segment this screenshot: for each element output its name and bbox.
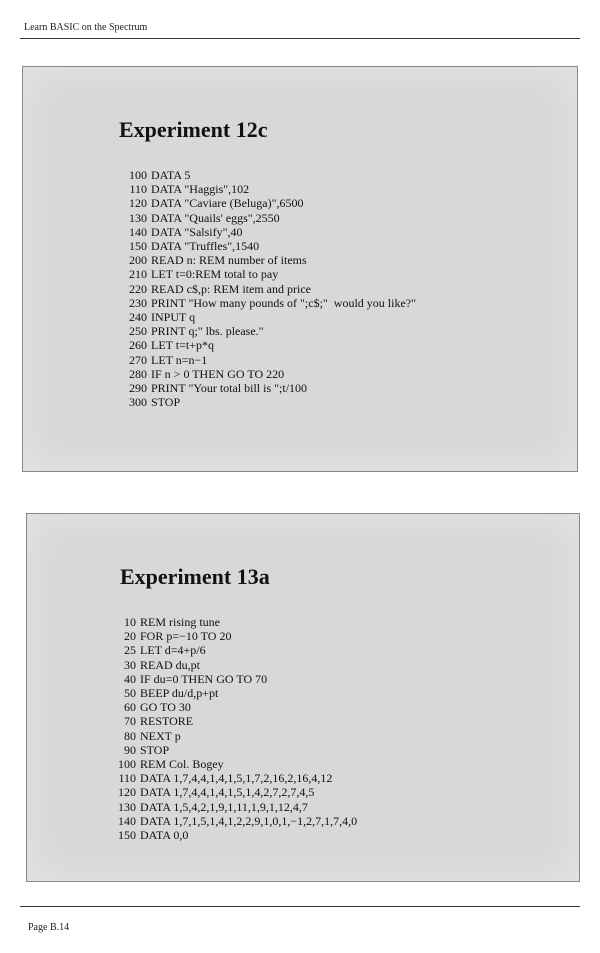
line-number: 250 (129, 324, 147, 339)
line-number: 150 (118, 828, 136, 843)
line-number: 60 (124, 700, 136, 715)
line-number: 300 (129, 395, 147, 410)
line-number: 50 (124, 686, 136, 701)
line-code: DATA "Quails' eggs",2550 (151, 210, 280, 225)
line-number: 90 (124, 742, 136, 757)
line-number: 220 (129, 281, 147, 296)
line-number: 30 (124, 657, 136, 672)
line-code: DATA "Truffles",1540 (151, 239, 260, 254)
line-number: 80 (124, 728, 136, 743)
line-code: DATA 1,7,4,4,1,4,1,5,1,4,2,7,2,7,4,5 (140, 785, 315, 800)
line-code: PRINT q;" lbs. please." (151, 324, 264, 339)
code-line (119, 239, 416, 253)
line-number: 260 (129, 338, 147, 353)
code-line (108, 643, 357, 657)
line-number: 200 (129, 253, 147, 268)
line-code: LET t=0:REM total to pay (151, 267, 279, 282)
code-line (108, 629, 357, 643)
line-code: IF du=0 THEN GO TO 70 (140, 671, 268, 686)
line-number: 130 (118, 799, 136, 814)
line-code: STOP (151, 395, 181, 410)
code-line (119, 353, 416, 367)
line-code: DATA "Haggis",102 (151, 182, 250, 197)
line-number: 230 (129, 295, 147, 310)
line-number: 120 (118, 785, 136, 800)
line-code: READ c$,p: REM item and price (151, 281, 311, 296)
code-line (119, 267, 416, 281)
line-number: 70 (124, 714, 136, 729)
line-code: DATA 0,0 (140, 828, 189, 843)
experiment-title: Experiment 13a (120, 564, 270, 589)
line-code: NEXT p (140, 728, 181, 743)
code-line (119, 225, 416, 239)
code-line (119, 367, 416, 381)
line-number: 110 (118, 771, 136, 786)
line-number: 140 (129, 224, 147, 239)
code-line (119, 182, 416, 196)
code-line (119, 395, 416, 409)
line-code: DATA 1,5,4,2,1,9,1,11,1,9,1,12,4,7 (140, 799, 308, 814)
experiment-panel (26, 513, 580, 882)
code-line (108, 743, 357, 757)
line-number: 270 (129, 352, 147, 367)
line-number: 100 (118, 757, 136, 772)
code-line (119, 310, 416, 324)
line-code: LET t=t+p*q (151, 338, 214, 353)
line-number: 140 (118, 813, 136, 828)
code-line (108, 785, 357, 799)
line-code: DATA "Caviare (Beluga)",6500 (151, 196, 304, 211)
code-line (108, 615, 357, 629)
line-code: GO TO 30 (140, 700, 191, 715)
line-number: 130 (129, 210, 147, 225)
line-number: 110 (129, 182, 147, 197)
line-code: DATA 1,7,4,4,1,4,1,5,1,7,2,16,2,16,4,12 (140, 771, 333, 786)
code-line (108, 814, 357, 828)
line-number: 120 (129, 196, 147, 211)
line-code: PRINT "How many pounds of ";c$;" would you like?" (151, 295, 417, 310)
line-code: REM Col. Bogey (140, 757, 224, 772)
line-number: 280 (129, 366, 147, 381)
code-line (119, 211, 416, 225)
footer-rule (20, 906, 580, 907)
line-code: LET d=4+p/6 (140, 643, 206, 658)
line-code: DATA "Salsify",40 (151, 224, 243, 239)
line-code: LET n=n−1 (151, 352, 208, 367)
line-code: IF n > 0 THEN GO TO 220 (151, 366, 285, 381)
line-number: 20 (124, 629, 136, 644)
page-number: Page B.14 (28, 922, 70, 933)
line-number: 290 (129, 381, 147, 396)
code-line (119, 324, 416, 338)
line-number: 150 (129, 239, 147, 254)
code-line (108, 828, 357, 842)
line-code: READ n: REM number of items (151, 253, 307, 268)
code-line (119, 253, 416, 267)
line-number: 240 (129, 310, 147, 325)
code-line (108, 700, 357, 714)
line-code: FOR p=−10 TO 20 (140, 629, 232, 644)
line-code: STOP (140, 742, 170, 757)
code-line (108, 800, 357, 814)
code-listing (108, 615, 357, 842)
line-code: DATA 1,7,1,5,1,4,1,2,2,9,1,0,1,−1,2,7,1,7,4,0 (140, 813, 358, 828)
line-code: INPUT q (151, 310, 196, 325)
line-code: RESTORE (140, 714, 194, 729)
code-line (108, 757, 357, 771)
line-code: REM rising tune (140, 615, 220, 629)
experiment-panel (22, 66, 578, 472)
code-line (108, 672, 357, 686)
code-line (119, 168, 416, 182)
code-line (119, 296, 416, 310)
line-number: 40 (124, 671, 136, 686)
code-listing (119, 168, 416, 409)
code-line (108, 729, 357, 743)
line-code: BEEP du/d,p+pt (140, 686, 219, 701)
code-line (119, 338, 416, 352)
line-code: PRINT "Your total bill is ";t/100 (151, 381, 308, 396)
header-rule (20, 38, 580, 39)
code-line (119, 381, 416, 395)
code-line (108, 714, 357, 728)
experiment-title: Experiment 12c (119, 117, 268, 142)
code-line (119, 282, 416, 296)
line-number: 100 (129, 168, 147, 182)
line-number: 10 (124, 615, 136, 629)
line-number: 210 (129, 267, 147, 282)
code-line (119, 196, 416, 210)
code-line (108, 658, 357, 672)
code-line (108, 686, 357, 700)
line-number: 25 (124, 643, 136, 658)
line-code: DATA 5 (151, 168, 191, 182)
page-header: Learn BASIC on the Spectrum (24, 22, 148, 33)
line-code: READ du,pt (140, 657, 200, 672)
code-line (108, 771, 357, 785)
